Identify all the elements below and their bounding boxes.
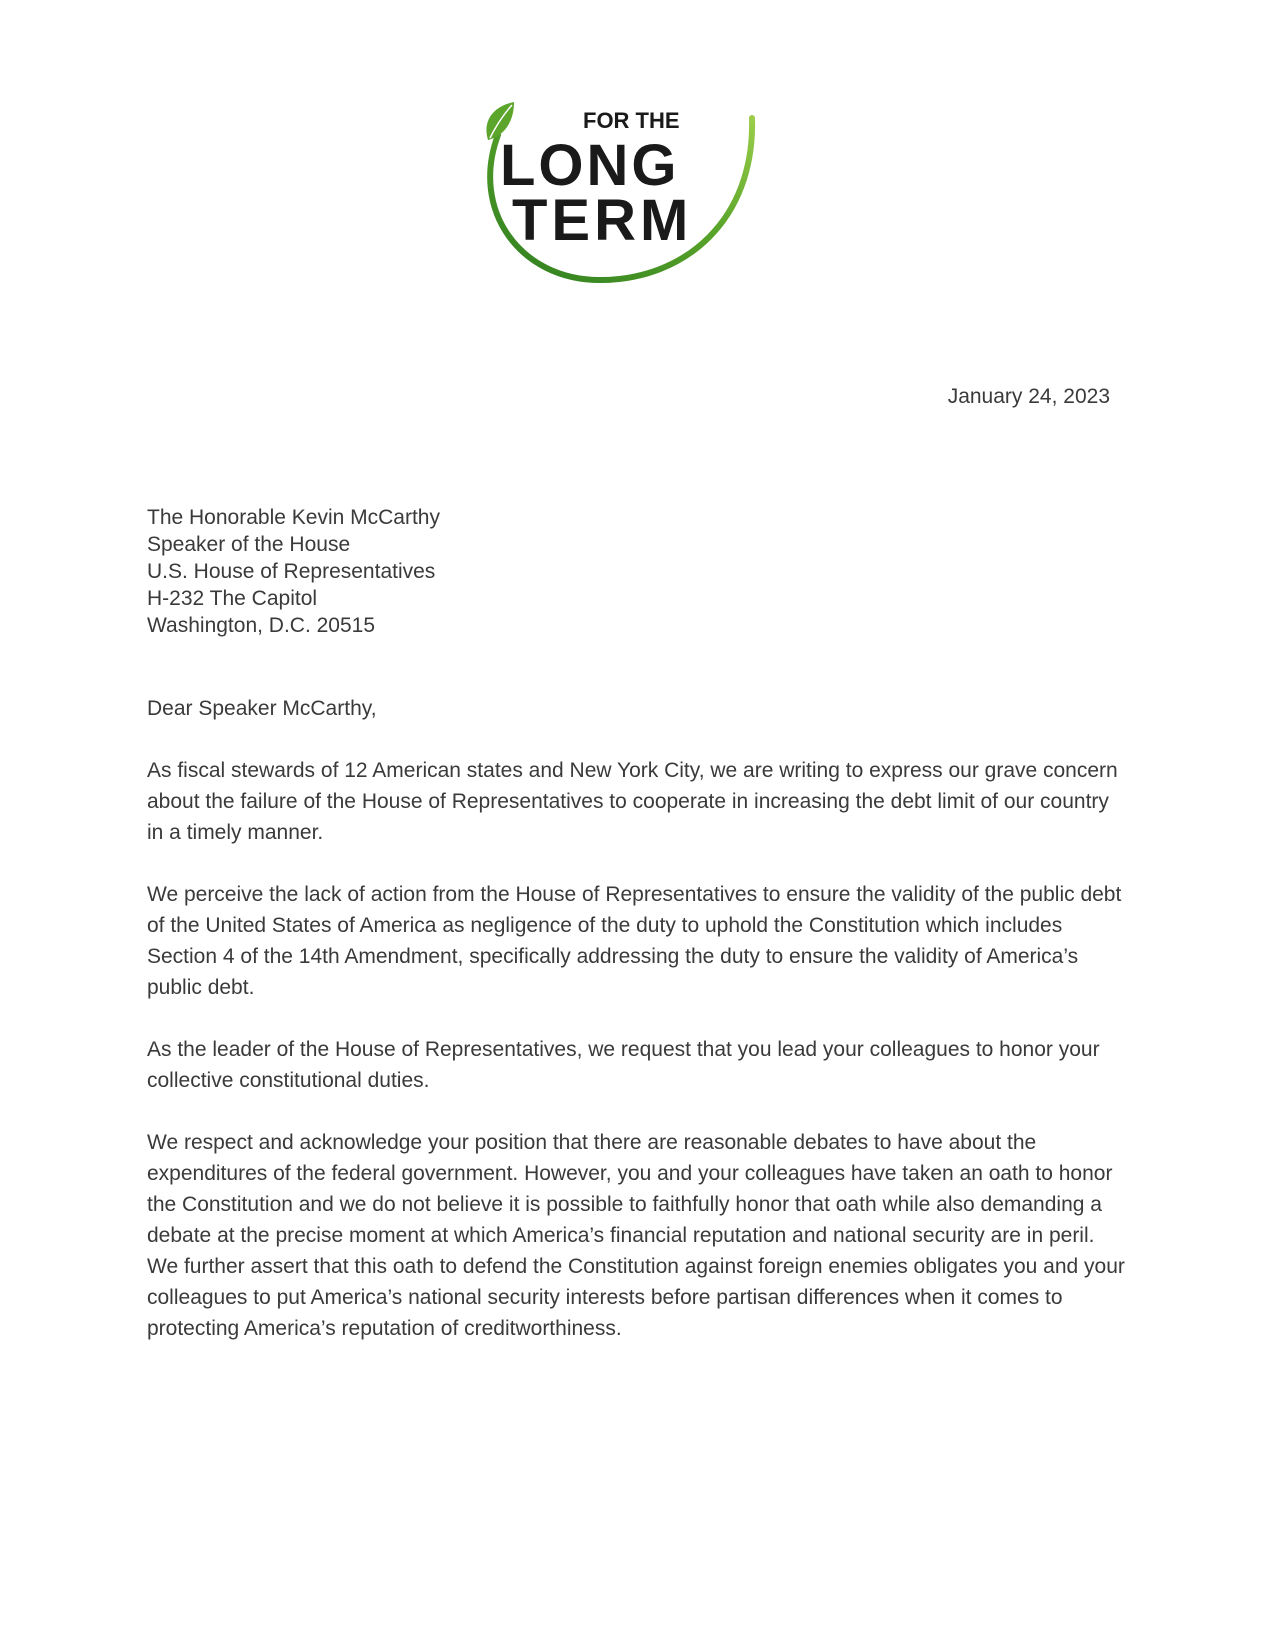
recipient-address: [147, 504, 440, 639]
logo-line-2: LONG: [500, 133, 680, 198]
letter-body: [147, 755, 1127, 1375]
body-paragraph: We perceive the lack of action from the House of Representatives to ensure the validity of the public debt of the United States of America as negligence of the duty to uphold the Constitution which includes Section 4 of the 14th Amendment, specifically addressing the duty to ensure the validity of America’s public debt.: [147, 883, 1122, 999]
logo-line-3: TERM: [512, 188, 693, 253]
recipient-name: The Honorable Kevin McCarthy: [147, 506, 440, 529]
logo-graphic: [480, 100, 780, 295]
recipient-office: U.S. House of Representatives: [147, 560, 436, 583]
letter-date: January 24, 2023: [947, 385, 1110, 408]
body-paragraph: As the leader of the House of Representatives, we request that you lead your colleagues to honor your collective constitutional duties.: [147, 1038, 1100, 1092]
body-paragraph: We respect and acknowledge your position that there are reasonable debates to have about the expenditures of the federal government. However, you and your colleagues have taken an oath to honor the Constitution and we do not believe it is possible to faithfully honor that oath while also demanding a debate at the precise moment at which America’s financial reputation and national security are in peril. We further assert that this oath to defend the Constitution against foreign enemies obligates you and your colleagues to put America’s national security interests before partisan differences when it comes to protecting America’s reputation of creditworthiness.: [147, 1131, 1125, 1340]
salutation: Dear Speaker McCarthy,: [147, 697, 377, 720]
body-paragraph: As fiscal stewards of 12 American states and New York City, we are writing to express our grave concern about the failure of the House of Representatives to cooperate in increasing the debt limit of our country in a timely manner.: [147, 759, 1118, 844]
logo-line-1: FOR THE: [583, 108, 680, 133]
recipient-title: Speaker of the House: [147, 533, 351, 556]
recipient-city: Washington, D.C. 20515: [147, 614, 376, 637]
recipient-room: H-232 The Capitol: [147, 587, 318, 610]
for-the-long-term-logo: [480, 100, 780, 295]
